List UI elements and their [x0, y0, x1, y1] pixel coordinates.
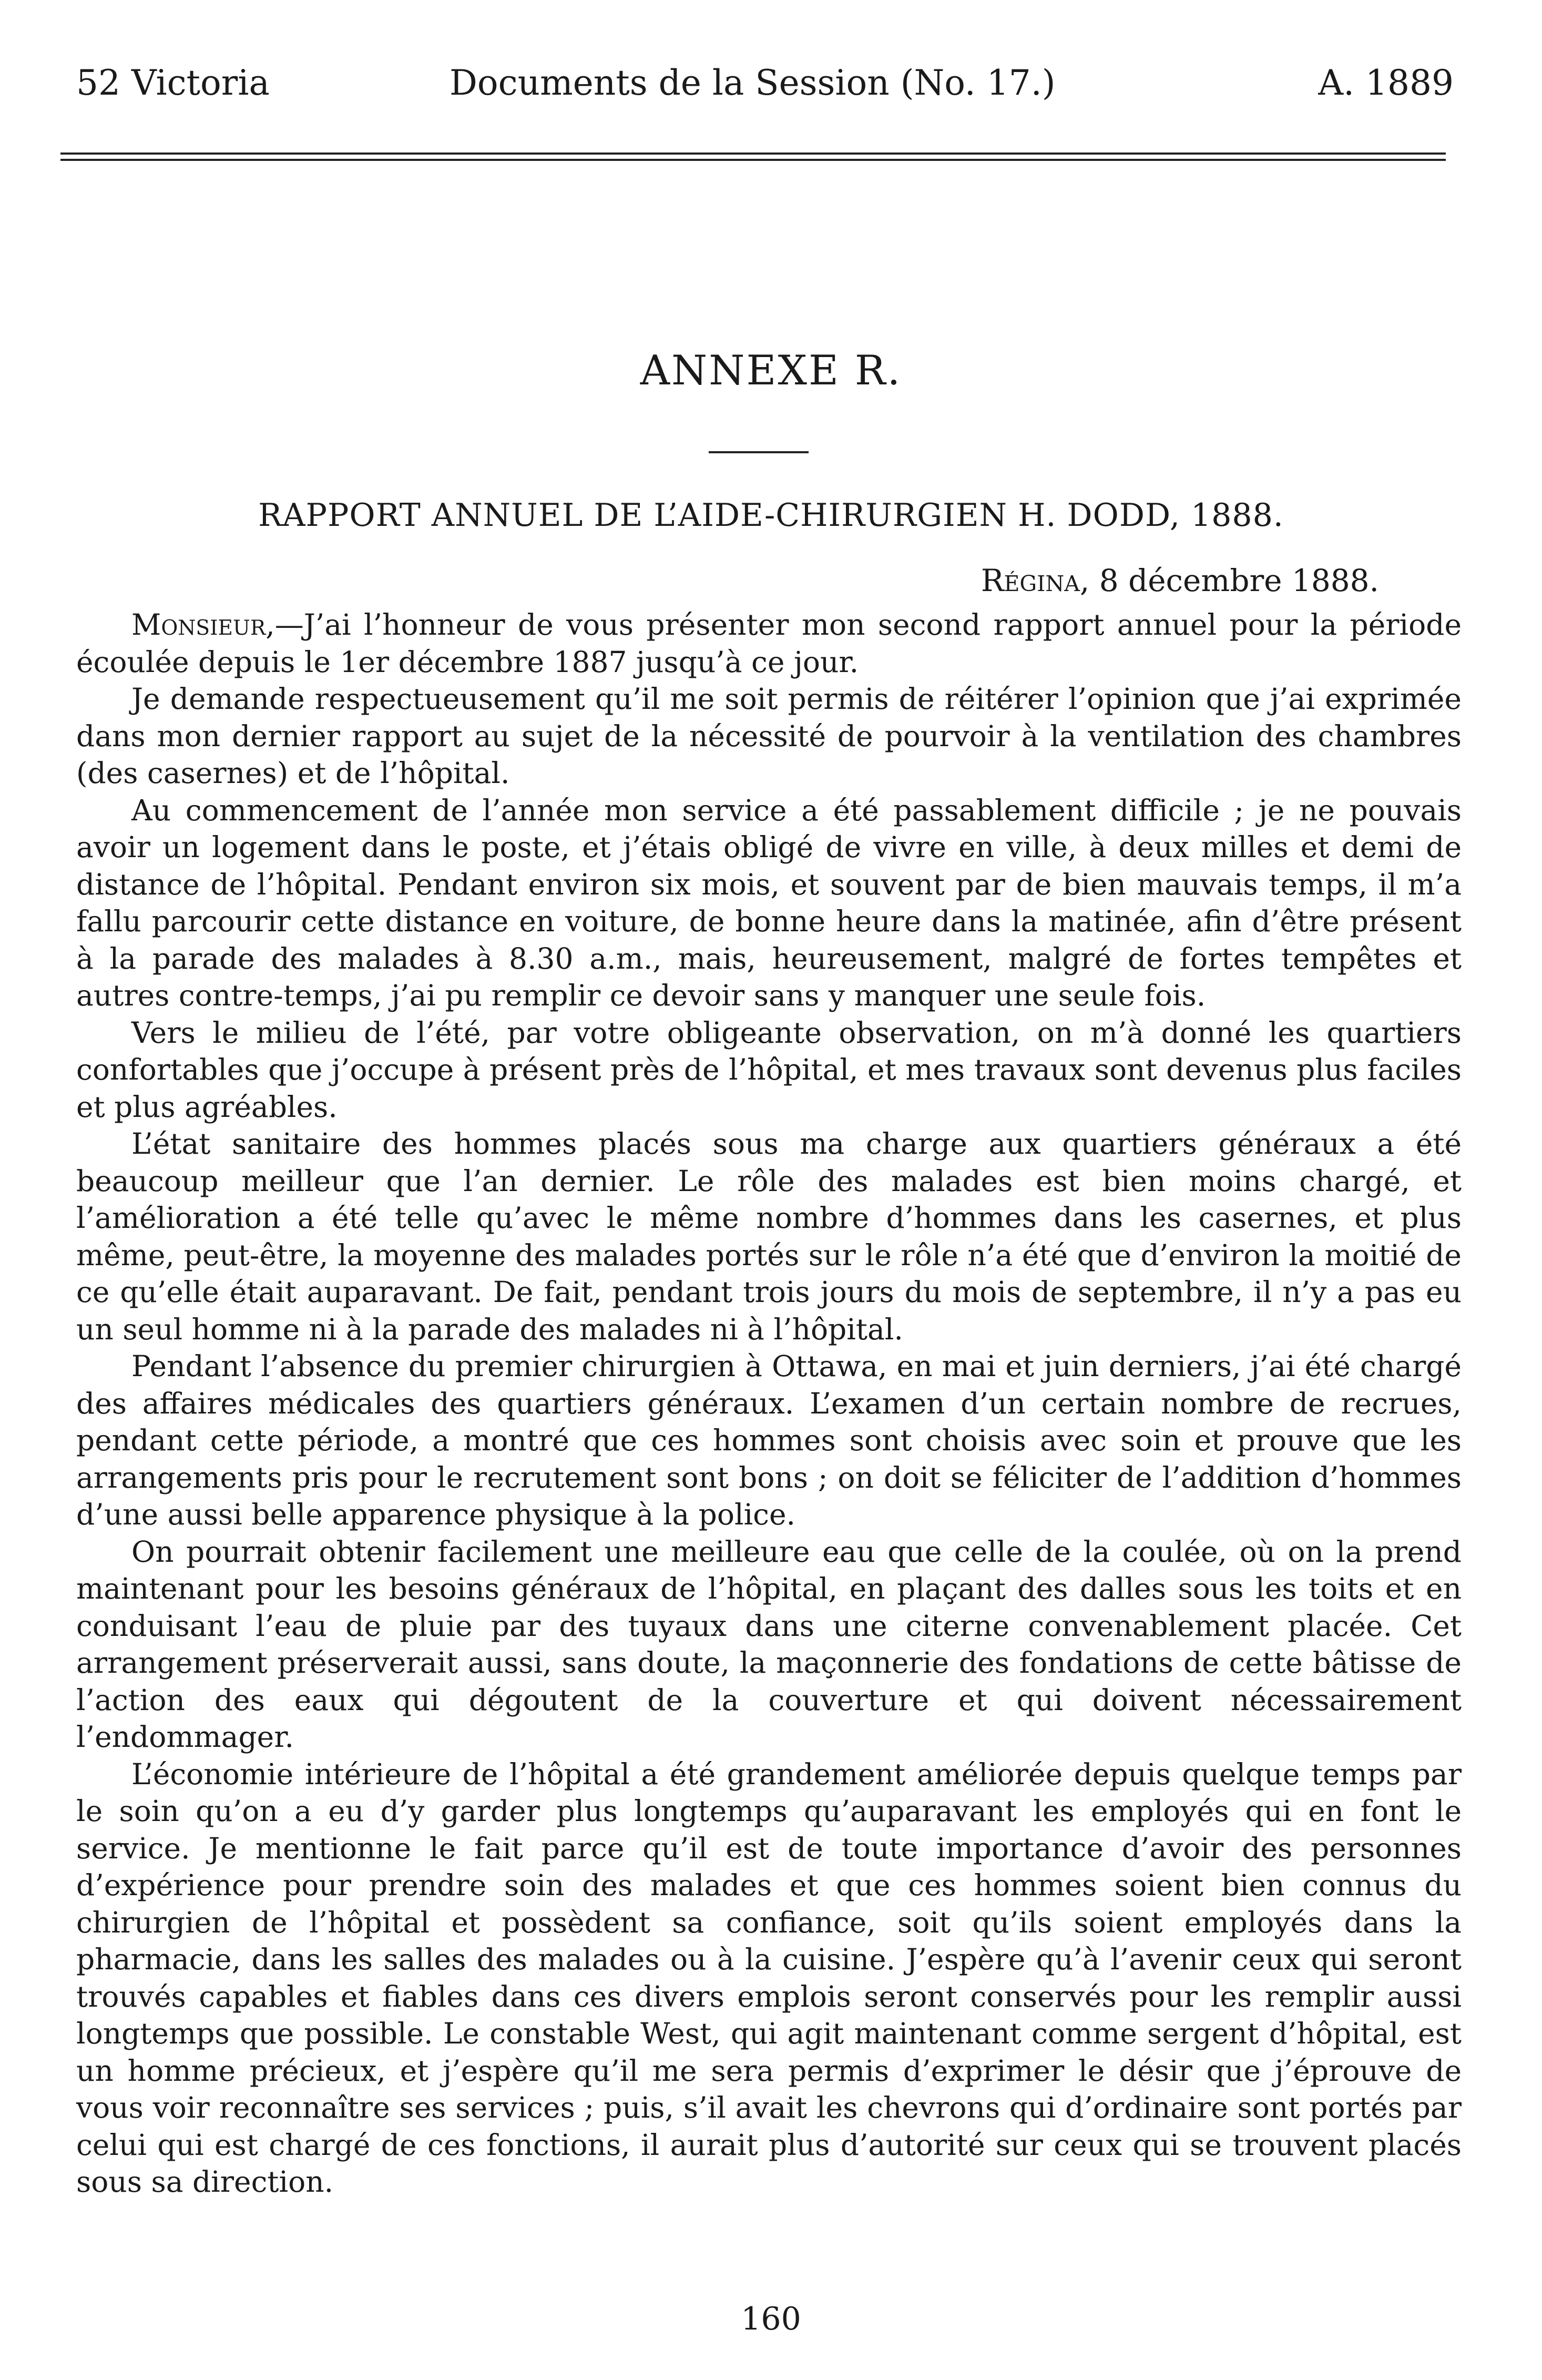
paragraph: Au commencement de l’année mon service a été passablement difficile ; je ne pouvais avoir un logement dans le poste, et j’étais obligé de vivre en ville, à deux milles et demi de distance de l’hôpital. Pendant environ six mois, et souvent par de bien mauvais temps, il m’a fallu parcourir cette distance en voiture, de bonne heure dans la matinée, afin d’être présent à la parade des malades à 8.30 a.m., mais, heureusement, malgré de fortes tempêtes et autres contre-temps, j’ai pu remplir ce devoir sans y manquer une seule fois. [76, 793, 1462, 1012]
paragraph: L’économie intérieure de l’hôpital a été grandement améliorée depuis quelque temps par le soin qu’on a eu d’y garder plus longtemps qu’auparavant les employés qui en font le service. Je mentionne le fait parce qu’il est de toute importance d’avoir des personnes d’expérience pour prendre soin des malades et que ces hommes soient bien connus du chirurgien de l’hôpital et possèdent sa confiance, soit qu’ils soient employés dans la pharmacie, dans les salles des malades ou à la cuisine. J’espère qu’à l’avenir ceux qui seront trouvés capables et fiables dans ces divers emplois seront conservés pour les remplir aussi longtemps que possible. Le constable West, qui agit maintenant comme sergent d’hôpital, est un homme précieux, et j’espère qu’il me sera permis d’exprimer le désir que j’éprouve de vous voir reconnaître ses services ; puis, s’il avait les chevrons qui d’ordinaire sont portés par celui qui est chargé de ces fonctions, il aurait plus d’autorité sur ceux qui se trouvent placés sous sa direction. [76, 1757, 1462, 2199]
paragraph: Je demande respectueusement qu’il me soit permis de réitérer l’opinion que j’ai exprimée dans mon dernier rapport au sujet de la nécessité de pourvoir à la ventilation des chambres (des casernes) et de l’hôpital. [76, 682, 1462, 790]
annex-title: ANNEXE R. [640, 347, 902, 394]
header-volume: 52 Victoria [76, 63, 270, 103]
paragraph: Pendant l’absence du premier chirurgien à Ottawa, en mai et juin derniers, j’ai été chargé des affaires médicales des quartiers généraux. L’examen d’un certain nombre de recrues, pendant cette période, a montré que ces hommes sont choisis avec soin et prouve que les arrangements pris pour le recrutement sont bons ; on doit se féliciter de l’addition d’hommes d’une aussi belle apparence physique à la police. [76, 1349, 1462, 1531]
header-documents: Documents de la Session (No. 17.) [450, 63, 1056, 103]
paragraph: Vers le milieu de l’été, par votre obligeante observation, on m’à donné les quartiers confortables que j’occupe à présent près de l’hôpital, et mes travaux sont devenus plus faciles et plus agréables. [76, 1015, 1462, 1124]
dateline-date: 8 décembre 1888. [1099, 563, 1379, 598]
paragraph-text: —J’ai l’honneur de vous présenter mon second rapport annuel pour la période écoulée depuis le 1er décembre 1887 jusqu’à ce jour. [76, 608, 1462, 679]
running-header [76, 62, 1454, 104]
report-title: RAPPORT ANNUEL DE L’AIDE-CHIRURGIEN H. DODD, 1888. [258, 497, 1284, 534]
dateline-place: Régina, [981, 563, 1090, 598]
page-number: 160 [741, 2301, 801, 2337]
header-double-rule [60, 152, 1446, 161]
paragraph [76, 606, 1462, 680]
title-divider [709, 451, 809, 453]
salutation: Monsieur, [131, 608, 275, 642]
paragraph: L’état sanitaire des hommes placés sous ma charge aux quartiers généraux a été beaucoup meilleur que l’an dernier. Le rôle des malades est bien moins chargé, et l’amélioration a été telle qu’avec le même nombre d’hommes dans les casernes, et plus même, peut-être, la moyenne des malades portés sur le rôle n’a été que d’environ la moitié de ce qu’elle était auparavant. De fait, pendant trois jours du mois de septembre, il n’y a pas eu un seul homme ni à la parade des malades ni à l’hôpital. [76, 1127, 1462, 1346]
report-body [76, 606, 1462, 2201]
header-year: A. 1889 [1318, 63, 1454, 103]
paragraph: On pourrait obtenir facilement une meilleure eau que celle de la coulée, où on la prend maintenant pour les besoins généraux de l’hôpital, en plaçant des dalles sous les toits et en conduisant l’eau de pluie par des tuyaux dans une citerne convenablement placée. Cet arrangement préserverait aussi, sans doute, la maçonnerie des fondations de cette bâtisse de l’action des eaux qui dégoutent de la couverture et qui doivent nécessairement l’endommager. [76, 1534, 1462, 1754]
dateline [981, 563, 1379, 598]
